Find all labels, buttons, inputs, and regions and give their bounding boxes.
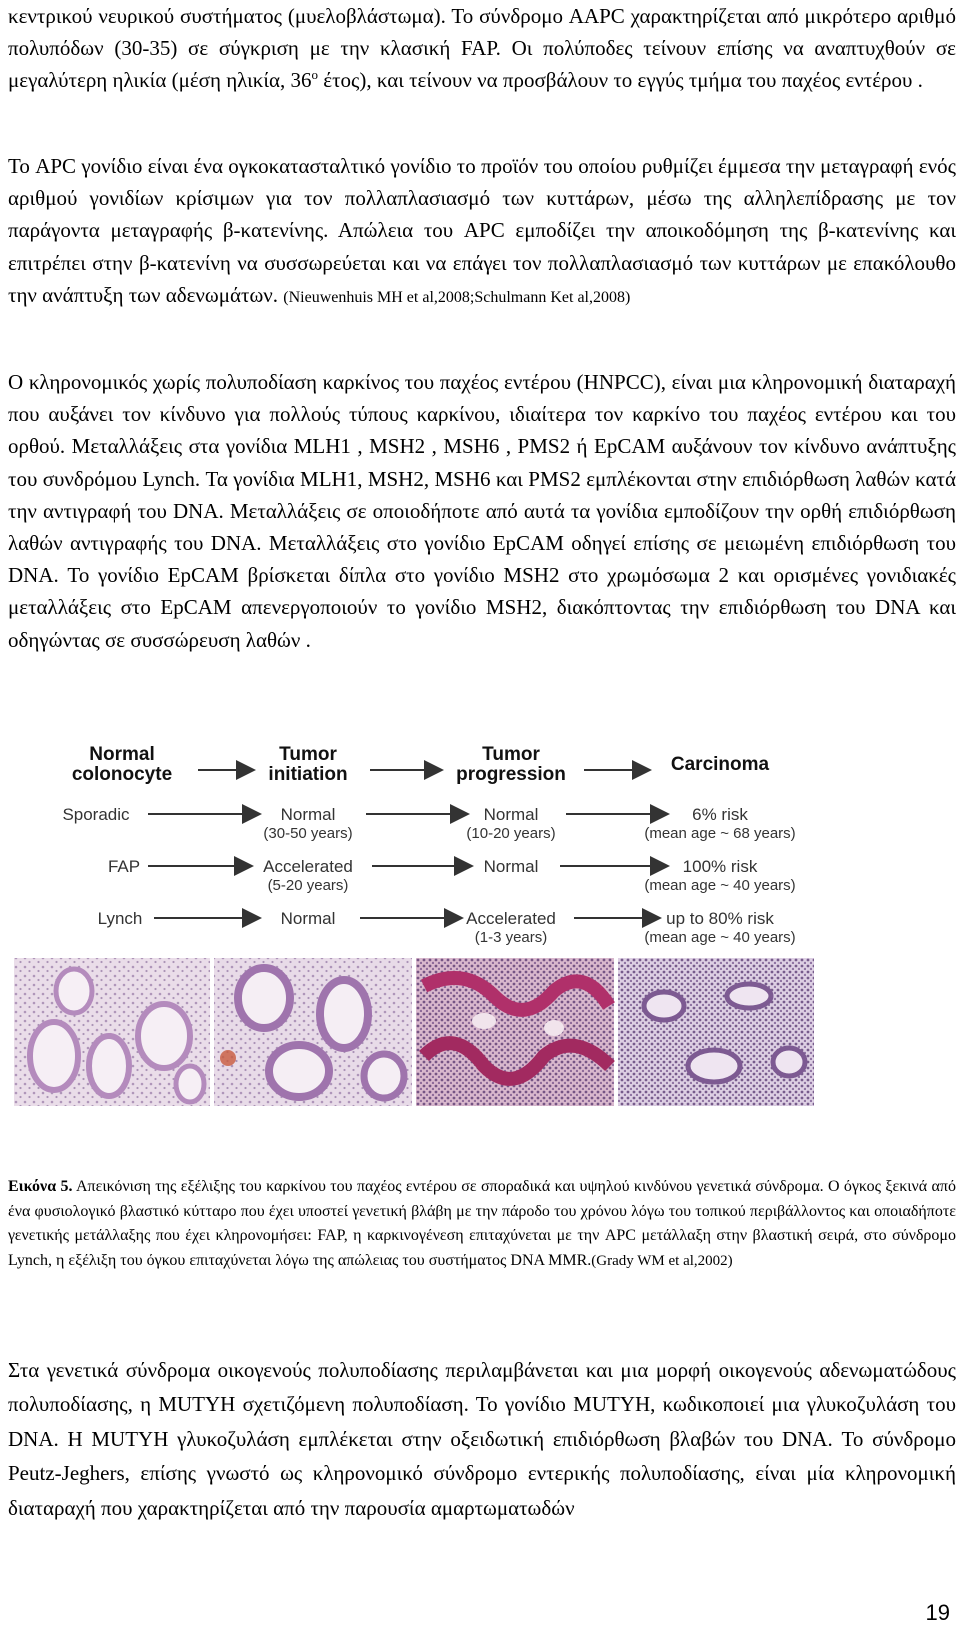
- column-header-tumor-progression: Tumor: [482, 744, 540, 765]
- citation: (Grady WM et al,2002): [591, 1253, 733, 1270]
- svg-text:Carcinoma: [671, 754, 770, 775]
- caption-label: Εικόνα 5.: [8, 1178, 73, 1195]
- paragraph-aapc: [8, 0, 956, 97]
- paragraph-mutyh: [8, 1353, 956, 1525]
- svg-text:(10-20 years): [466, 825, 555, 842]
- cell-sub: (1-3 years): [474, 929, 548, 946]
- cell-sub: (mean age ~ 68 years): [644, 825, 796, 842]
- svg-text:Normal: [484, 857, 539, 876]
- svg-text:(mean age ~ 40 years): [644, 877, 795, 894]
- histology-panel-carcinoma: [618, 958, 814, 1106]
- svg-text:up to 80% risk: [666, 909, 774, 928]
- row-label-lynch: Lynch: [97, 909, 143, 928]
- svg-text:Normal: [484, 805, 539, 824]
- svg-text:Sporadic: [62, 805, 130, 824]
- svg-text:Normal: [281, 805, 336, 824]
- svg-text:100% risk: [683, 857, 758, 876]
- svg-text:Tumor: [482, 744, 540, 765]
- cell-main: Normal: [483, 857, 539, 876]
- column-header-carcinoma: Carcinoma: [670, 754, 770, 775]
- cell-main: Normal: [280, 909, 336, 928]
- svg-text:(30-50 years): [263, 825, 352, 842]
- paragraph-text: έτος), και τείνουν να προσβάλουν το εγγύς τμήμα του παχέος εντέρου .: [318, 68, 923, 93]
- svg-text:initiation: [268, 764, 347, 785]
- svg-text:6% risk: [692, 805, 748, 824]
- svg-text:Accelerated: [263, 857, 353, 876]
- column-header-line: progression: [456, 764, 566, 785]
- row-label-fap: FAP: [107, 857, 141, 876]
- figure-cancer-progression: [14, 744, 934, 1144]
- cell-sub: (30-50 years): [263, 825, 353, 842]
- paragraph-text: Στα γενετικά σύνδρομα οικογενούς πολυποδίασης περιλαμβάνεται και μια μορφή οικογενούς αδενωματώδους πολυποδίασης, η MUTYH σχετιζόμενη πολυποδίαση. Το γονίδιο MUTYH, κωδικοποιεί μια γλυκοζυλάση του DNA. Η MUTYH γλυκοζυλάση εμπλέκεται στην οξειδωτική επιδιόρθωση βλαβών του DNA. Το σύνδρομο Peutz-Jeghers, επίσης γνωστό ως κληρονομικό σύνδρομο εντερικής πολυποδίασης, είναι μία κληρονομική διαταραχή που χαρακτηρίζεται από την παρουσία αμαρτωματωδών: [8, 1358, 956, 1520]
- svg-text:Lynch: [98, 909, 143, 928]
- paragraph-apc-gene: [8, 150, 956, 314]
- column-header-normal-colonocyte: Normal: [89, 744, 155, 765]
- cell-main: 6% risk: [692, 805, 748, 824]
- caption-text: Απεικόνιση της εξέλιξης του καρκίνου του παχέος εντέρου σε σποραδικά και υψηλού κινδύνου γενετικά σύνδρομα. Ο όγκος ξεκινά από ένα φυσιολογικό βλαστικό κύτταρο που έχει υποστεί γενετική βλάβη με την πάροδο του χρόνου λόγω του τοπικού περιβάλλοντος και οποιαδήποτε γενετικής μετάλλαξης που έχει κληρονομήσει: FAP, η καρκινογένεση επιταχύνεται με την APC μετάλλαξη στην βλαστική σειρά, στο σύνδρομο Lynch, η εξέλιξη του όγκου επιταχύνεται λόγω της απώλειας του συστήματος DNA MMR.: [8, 1178, 956, 1270]
- cell-main: up to 80% risk: [666, 909, 774, 928]
- svg-text:FAP: [108, 857, 140, 876]
- paragraph-text: Το APC γονίδιο είναι ένα ογκοκατασταλτικό γονίδιο το προϊόν του οποίου ρυθμίζει έμμεσα την μεταγραφή ενός αριθμού γονιδίων κρίσιμων για τον πολλαπλασιασμό των κυττάρων, μέσω της αλληλεπίδρασης με τον παράγοντα μεταγραφής β-κατενίνης. Απώλεια του APC εμποδίζει την αποικοδόμηση της β-κατενίνης και επιτρέπει στην β-κατενίνη να συσσωρεύεται και να επάγει τον πολλαπλασιασμό των κυττάρων με επακόλουθο την ανάπτυξη των αδενωμάτων.: [8, 154, 956, 307]
- svg-text:Normal: [281, 909, 336, 928]
- histology-panel-progression: [416, 958, 614, 1106]
- svg-text:(mean age ~ 40 years): [644, 929, 795, 946]
- column-header-tumor-initiation: Tumor: [279, 744, 337, 765]
- svg-text:(5-20 years): [268, 877, 349, 894]
- histology-panel-normal: [14, 958, 210, 1106]
- cell-sub: (5-20 years): [267, 877, 349, 894]
- histology-panel-initiation: [214, 958, 412, 1106]
- paragraph-hnpcc: [8, 366, 956, 656]
- cell-sub: (10-20 years): [466, 825, 556, 842]
- svg-text:Tumor: [279, 744, 337, 765]
- cell-sub: (mean age ~ 40 years): [644, 877, 796, 894]
- figure-caption: [8, 1175, 956, 1274]
- svg-text:(mean age ~ 68 years): [644, 825, 795, 842]
- cell-main: Normal: [483, 805, 539, 824]
- cell-main: Accelerated: [263, 857, 353, 876]
- svg-text:(1-3 years): [475, 929, 548, 946]
- svg-text:progression: [456, 764, 566, 785]
- paragraph-text: Ο κληρονομικός χωρίς πολυποδίαση καρκίνος του παχέος εντέρου (HNPCC), είναι μια κληρονομική διαταραχή που αυξάνει τον κίνδυνο για πολλούς τύπους καρκίνου, ιδιαίτερα τον καρκίνο του παχέος εντέρου και του ορθού. Μεταλλάξεις στα γονίδια MLH1 , MSH2 , MSH6 , PMS2 ή EpCAM αυξάνουν τον κίνδυνο ανάπτυξης του συνδρόμου Lynch. Τα γονίδια MLH1, MSH2, MSH6 και PMS2 εμπλέκονται στην επιδιόρθωση λαθών κατά την αντιγραφή του DNA. Μεταλλάξεις σε οποιοδήποτε από αυτά τα γονίδια εμποδίζουν την ορθή επιδιόρθωση λαθών αντιγραφής του DNA. Μεταλλάξεις στο γονίδιο EpCAM οδηγεί επίσης σε μειωμένη επιδιόρθωση του DNA. Το γονίδιο EpCAM βρίσκεται δίπλα στο γονίδιο MSH2 στο χρωμόσωμα 2 και ορισμένες γονιδιακές μεταλλάξεις στο EpCAM απενεργοποιούν το γονίδιο MSH2, διακόπτοντας την επιδιόρθωση του DNA και οδηγώντας σε συσσώρευση λαθών .: [8, 370, 956, 652]
- page-number: 19: [925, 1600, 950, 1625]
- svg-text:Accelerated: [466, 909, 556, 928]
- cell-main: Accelerated: [466, 909, 556, 928]
- column-header-line: colonocyte: [71, 764, 173, 785]
- cell-sub: (mean age ~ 40 years): [644, 929, 796, 946]
- citation: (Nieuwenhuis MH et al,2008;Schulmann Ket al,2008): [283, 288, 631, 306]
- superscript-ordinal: ο: [311, 67, 318, 83]
- paragraph-text: κεντρικού νευρικού συστήματος (μυελοβλάστωμα). Το σύνδρομο AAPC χαρακτηρίζεται από μικρότερο αριθμό πολυπόδων (30-35) σε σύγκριση με την κλασική FAP. Οι πολύποδες τείνουν επίσης να αναπτυχθούν σε μεγαλύτερη ηλικία (μέση ηλικία, 36: [8, 4, 956, 93]
- cell-main: 100% risk: [682, 857, 758, 876]
- column-header-line: initiation: [268, 764, 348, 785]
- cell-main: Normal: [280, 805, 336, 824]
- figure-graphic: [14, 744, 934, 1144]
- row-label-sporadic: Sporadic: [62, 805, 130, 824]
- svg-text:colonocyte: [72, 764, 172, 785]
